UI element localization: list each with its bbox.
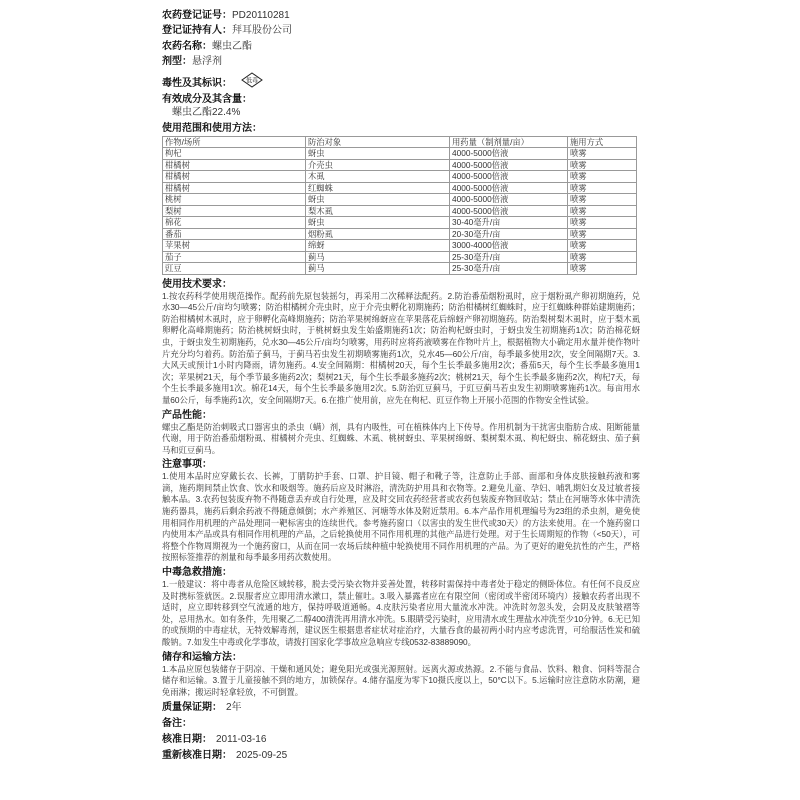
table-row xyxy=(163,194,637,206)
table-cell: 4000-5000倍液 xyxy=(450,205,568,217)
table-cell: 柑橘树 xyxy=(163,182,306,194)
storage-text: 1.本品应原包装储存于阴凉、干燥和通风处；避免阳光或强光源照射。远离火源或热源。2.不能与食品、饮料、粮食、饲料等混合储存和运输。3.置于儿童接触不到的地方，加锁保存。4.储存温度为零下10摄氏度以上，50°C以下。5.运输时应注意防水防潮，避免雨淋；搬运时轻拿轻放，不可倒置。 xyxy=(162,663,640,697)
pesticide-name-value: 螺虫乙酯 xyxy=(212,40,252,52)
cert-number-value: PD20110281 xyxy=(232,10,290,21)
table-row xyxy=(163,148,637,160)
pesticide-name-label: 农药名称： xyxy=(162,40,212,52)
table-cell: 柑橘树 xyxy=(163,171,306,183)
usage-title: 使用范围和使用方法： xyxy=(162,122,262,134)
toxicity-badge-text: 低毒 xyxy=(245,77,258,85)
table-cell: 喷雾 xyxy=(568,148,637,160)
table-cell: 梨木虱 xyxy=(306,205,450,217)
table-row xyxy=(163,182,637,194)
table-row xyxy=(163,205,637,217)
approval-date-row xyxy=(162,733,640,747)
table-cell: 木虱 xyxy=(306,171,450,183)
cert-number-row xyxy=(162,8,640,23)
remarks-label: 备注： xyxy=(162,718,192,730)
table-row xyxy=(163,228,637,240)
shelf-life-label: 质量保证期： xyxy=(162,702,222,714)
ingredients-title: 有效成分及其含量： xyxy=(162,93,252,105)
reapproval-date-row xyxy=(162,749,640,763)
table-cell: 4000-5000倍液 xyxy=(450,171,568,183)
table-cell: 棉花 xyxy=(163,217,306,229)
table-cell: 蚜虫 xyxy=(306,148,450,160)
table-cell: 喷雾 xyxy=(568,171,637,183)
cert-number-label: 农药登记证号： xyxy=(162,10,232,21)
approval-date-label: 核准日期： xyxy=(162,734,212,746)
formulation-row xyxy=(162,54,640,69)
table-cell: 红蜘蛛 xyxy=(306,182,450,194)
holder-label: 登记证持有人： xyxy=(162,25,232,37)
ingredient-content: 螺虫乙酯22.4% xyxy=(172,106,241,118)
table-cell: 4000-5000倍液 xyxy=(450,194,568,206)
table-cell: 绵蚜 xyxy=(306,240,450,252)
usage-header-cell: 作物/场所 xyxy=(163,136,306,148)
pesticide-name-row xyxy=(162,39,640,54)
table-cell: 梨树 xyxy=(163,205,306,217)
table-cell: 喷雾 xyxy=(568,240,637,252)
table-cell: 4000-5000倍液 xyxy=(450,159,568,171)
holder-row xyxy=(162,23,640,38)
table-row xyxy=(163,217,637,229)
table-cell: 番茄 xyxy=(163,228,306,240)
table-cell: 枸杞 xyxy=(163,148,306,160)
usage-table xyxy=(162,136,637,275)
table-row xyxy=(163,251,637,263)
table-cell: 4000-5000倍液 xyxy=(450,182,568,194)
precautions-text: 1.使用本品时应穿戴长衣、长裤，丁腈防护手套、口罩、护目镜、帽子和靴子等，注意防止手部、面部和身体皮肤接触药液和雾滴，施药期间禁止饮食、饮水和吸烟等。施药后应及时淋浴，清洗防护用具和衣物等。2.避免儿童、孕妇、哺乳期妇女及过敏者接触本品。3.农药包装废弃物不得随意丢弃或自行处理，应及时交回农药经营者或农药包装废弃物回收站；禁止在河塘等水体中清洗施药器具，施药后剩余药液不得随意倾倒；水产养殖区、河塘等水体及附近禁用。6.本产品作用机理编号为23组的杀虫剂，避免使用相同作用机理的产品处理同一靶标害虫的连续世代。参考施药窗口（以害虫的发生世代或30天）的方法来使用。在一个施药窗口内使用本产品或具有相同作用机理的产品，之后轮换使用不同作用机理的其他产品进行处理。对于生长周期短的作物（<50天），可将整个作物周期视为一个施药窗口，从而在同一农场后续种植中轮换使用不同作用机理的产品。为了更好的避免抗性的产生，严格按照标签推荐的剂量和每季最多用药次数使用。 xyxy=(162,471,640,563)
table-cell: 蓟马 xyxy=(306,263,450,275)
precautions-title: 注意事项： xyxy=(162,459,212,471)
table-row xyxy=(163,171,637,183)
table-cell: 喷雾 xyxy=(568,228,637,240)
table-cell: 喷雾 xyxy=(568,194,637,206)
table-cell: 喷雾 xyxy=(568,217,637,229)
label-document xyxy=(162,8,640,763)
table-cell: 介壳虫 xyxy=(306,159,450,171)
remarks-row xyxy=(162,717,640,731)
performance-text: 螺虫乙酯是防治刺吸式口器害虫的杀虫（螨）剂，具有内吸性，可在植株体内上下传导。作用机制为干扰害虫脂肪合成、阻断能量代谢，用于防治番茄烟粉虱、柑橘树介壳虫、红蜘蛛、木虱、桃树蚜虫、苹果树绵蚜、梨树梨木虱、枸杞蚜虫、棉花蚜虫、茄子蓟马和豇豆蓟马。 xyxy=(162,421,640,455)
table-cell: 茄子 xyxy=(163,251,306,263)
usage-header-cell: 防治对象 xyxy=(306,136,450,148)
table-cell: 20-30毫升/亩 xyxy=(450,228,568,240)
toxicity-label: 毒性及其标识： xyxy=(162,77,232,89)
toxicity-row xyxy=(162,70,640,89)
table-cell: 蓟马 xyxy=(306,251,450,263)
table-cell: 喷雾 xyxy=(568,182,637,194)
usage-header-cell: 施用方式 xyxy=(568,136,637,148)
low-toxicity-diamond-icon xyxy=(241,72,263,95)
table-cell: 喷雾 xyxy=(568,263,637,275)
first-aid-title: 中毒急救措施： xyxy=(162,567,232,579)
first-aid-text: 1.一般建议：将中毒者从危险区域转移，脱去受污染衣物并妥善处置，转移时需保持中毒者处于稳定的侧卧体位。有任何不良反应及时携标签就医。2.误服者应立即用清水漱口，禁止催吐。3.吸入暴露者应在有限空间（密闭或半密闭环境内）接触农药者出现不适时，应立即转移到空气流通的地方，保持呼吸道通畅。4.皮肤污染者应用大量流水冲洗。冲洗时勿忽头发，会阴及皮肤皱褶等处，忌用热水。如有条件，先用聚乙二醇400清洗再用清水冲洗。5.眼睛受污染时，应用清水或生理盐水冲洗至少10分钟。6.无已知的或预期的中毒症状，无特效解毒剂，建议医生根据患者症状对症治疗，大量吞食的最初两小时内应考虑洗胃，可给服活性炭和硫酸钠。7.如发生中毒或化学事故，请拨打国家化学事故应急响应专线0532-83889090。 xyxy=(162,579,640,647)
table-cell: 4000-5000倍液 xyxy=(450,148,568,160)
table-row xyxy=(163,159,637,171)
technical-title: 使用技术要求： xyxy=(162,278,232,290)
usage-header-cell: 用药量（制剂量/亩） xyxy=(450,136,568,148)
performance-title: 产品性能： xyxy=(162,409,212,421)
table-cell: 25-30毫升/亩 xyxy=(450,251,568,263)
table-cell: 3000-4000倍液 xyxy=(450,240,568,252)
technical-text: 1.按农药科学使用规范操作。配药前先原包装摇匀，再采用二次稀释法配药。2.防治番茄烟粉虱时，应于烟粉虱产卵初期施药，兑水30—45公斤/亩均匀喷雾；防治柑橘树介壳虫时，应于介壳虫孵化初期施药；防治柑橘树红蜘蛛时，应于红蜘蛛种群始建期施药；防治柑橘树木虱时，应于卵孵化高峰期施药；防治苹果树绵蚜应在苹果落花后绵蚜产卵初期施药。防治梨树梨木虱时，应于梨木虱卵孵化高峰期施药；防治桃树蚜虫时，于桃树蚜虫发生始盛期施药1次；防治枸杞蚜虫时，于蚜虫发生初期施药1次；防治棉花蚜虫，于蚜虫发生初期施药，兑水30—45公斤/亩均匀喷雾，用药时应将药液喷雾在作物叶片上，根据植物大小确定用水量并使作物叶片充分均匀着药。防治茄子蓟马，于蓟马若虫发生初期喷雾施药1次，兑水45—60公斤/亩，每季最多使用2次，安全间隔期7天。3.大风天或预计1小时内降雨，请勿施药。4.安全间隔期：柑橘树20天，每个生长季最多施用2次；番茄5天，每个生长季最多施用1次；苹果树21天，每个季节最多施药2次；梨树21天，每个生长季最多施药2次；桃树21天，每个生长季最多施药2次，枸杞7天，每个生长季最多施用1次。棉花14天，每个生长季最多施用2次。5.防治豇豆蓟马，于豇豆蓟马若虫发生初期喷雾施药1次。每亩用水量60公斤，每季施药1次，安全间隔期7天。6.在推广使用前，应先在枸杞、豇豆作物上开展小范围的作物安全性试验。 xyxy=(162,290,640,405)
approval-date-value: 2011-03-16 xyxy=(216,734,267,746)
table-cell: 喷雾 xyxy=(568,159,637,171)
table-cell: 柑橘树 xyxy=(163,159,306,171)
holder-value: 拜耳股份公司 xyxy=(232,25,292,37)
shelf-life-value: 2年 xyxy=(226,702,242,714)
usage-table-header xyxy=(163,136,637,148)
table-cell: 苹果树 xyxy=(163,240,306,252)
table-cell: 蚜虫 xyxy=(306,217,450,229)
table-cell: 喷雾 xyxy=(568,205,637,217)
formulation-value: 悬浮剂 xyxy=(192,56,222,68)
table-cell: 喷雾 xyxy=(568,251,637,263)
table-cell: 25-30毫升/亩 xyxy=(450,263,568,275)
table-cell: 豇豆 xyxy=(163,263,306,275)
table-cell: 烟粉虱 xyxy=(306,228,450,240)
shelf-life-row xyxy=(162,701,640,715)
table-cell: 30-40毫升/亩 xyxy=(450,217,568,229)
table-row xyxy=(163,240,637,252)
reapproval-date-label: 重新核准日期： xyxy=(162,750,232,762)
formulation-label: 剂型： xyxy=(162,56,192,68)
storage-title: 储存和运输方法： xyxy=(162,651,242,663)
table-row xyxy=(163,263,637,275)
table-cell: 蚜虫 xyxy=(306,194,450,206)
reapproval-date-value: 2025-09-25 xyxy=(236,750,288,762)
table-cell: 桃树 xyxy=(163,194,306,206)
